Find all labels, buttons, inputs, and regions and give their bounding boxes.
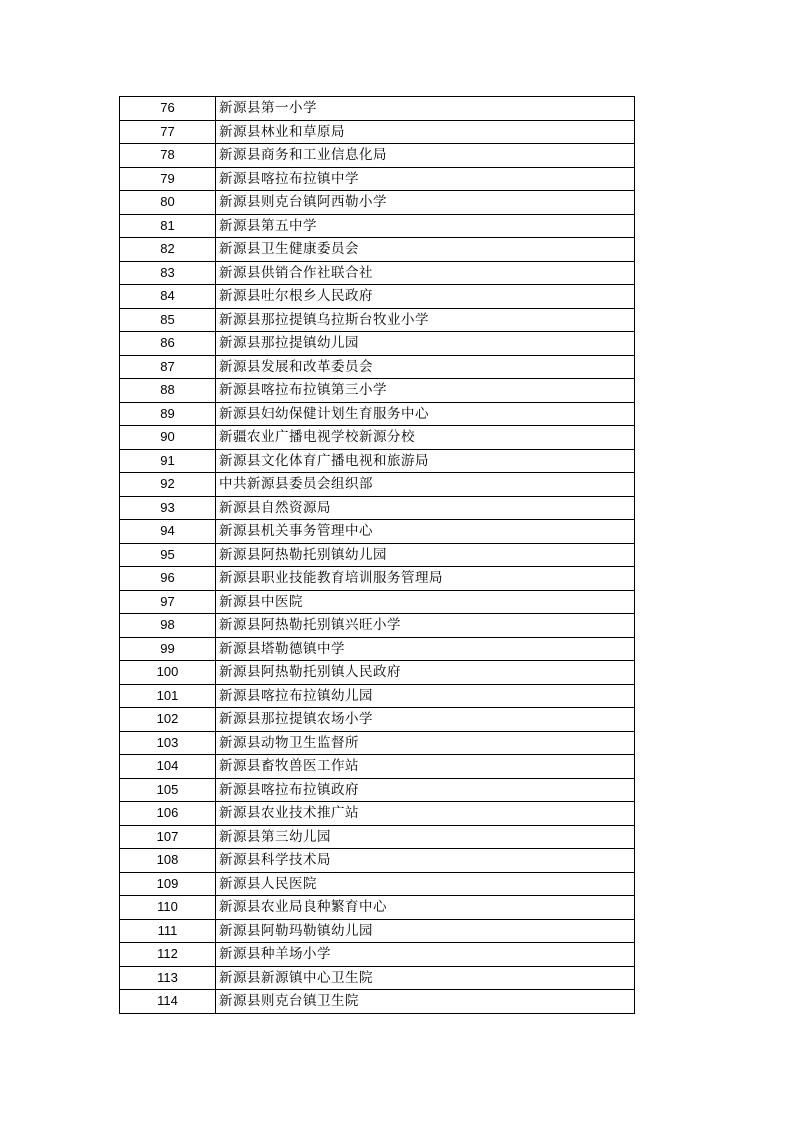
organization-name: 新源县林业和草原局 [216, 120, 635, 144]
organization-name: 新源县那拉提镇农场小学 [216, 708, 635, 732]
organization-name: 中共新源县委员会组织部 [216, 473, 635, 497]
row-number: 98 [120, 614, 216, 638]
row-number: 106 [120, 802, 216, 826]
table-row [120, 943, 635, 967]
organization-name: 新源县科学技术局 [216, 849, 635, 873]
row-number: 104 [120, 755, 216, 779]
table-row [120, 614, 635, 638]
organization-name: 新源县阿热勒托别镇兴旺小学 [216, 614, 635, 638]
row-number: 82 [120, 238, 216, 262]
organization-name: 新源县供销合作社联合社 [216, 261, 635, 285]
table-row [120, 896, 635, 920]
row-number: 77 [120, 120, 216, 144]
row-number: 90 [120, 426, 216, 450]
organization-name: 新源县动物卫生监督所 [216, 731, 635, 755]
table-row [120, 802, 635, 826]
table-row [120, 379, 635, 403]
row-number: 92 [120, 473, 216, 497]
row-number: 105 [120, 778, 216, 802]
organization-name: 新源县机关事务管理中心 [216, 520, 635, 544]
organization-name: 新源县阿勒玛勒镇幼儿园 [216, 919, 635, 943]
organization-name: 新源县喀拉布拉镇中学 [216, 167, 635, 191]
table-row [120, 637, 635, 661]
row-number: 103 [120, 731, 216, 755]
row-number: 100 [120, 661, 216, 685]
table-row [120, 308, 635, 332]
table-row [120, 191, 635, 215]
table-body [120, 97, 635, 1014]
organization-name: 新源县畜牧兽医工作站 [216, 755, 635, 779]
table-row [120, 473, 635, 497]
table-row [120, 261, 635, 285]
table-row [120, 238, 635, 262]
row-number: 107 [120, 825, 216, 849]
organization-name: 新源县第一小学 [216, 97, 635, 121]
row-number: 87 [120, 355, 216, 379]
organization-name: 新疆农业广播电视学校新源分校 [216, 426, 635, 450]
organization-name: 新源县吐尔根乡人民政府 [216, 285, 635, 309]
organization-name: 新源县自然资源局 [216, 496, 635, 520]
organization-name: 新源县则克台镇卫生院 [216, 990, 635, 1014]
row-number: 80 [120, 191, 216, 215]
row-number: 109 [120, 872, 216, 896]
organization-name: 新源县商务和工业信息化局 [216, 144, 635, 168]
organization-name: 新源县文化体育广播电视和旅游局 [216, 449, 635, 473]
row-number: 110 [120, 896, 216, 920]
table-row [120, 778, 635, 802]
row-number: 83 [120, 261, 216, 285]
organization-name: 新源县则克台镇阿西勒小学 [216, 191, 635, 215]
table-row [120, 990, 635, 1014]
organization-name: 新源县第三幼儿园 [216, 825, 635, 849]
organization-name: 新源县种羊场小学 [216, 943, 635, 967]
organization-name: 新源县塔勒德镇中学 [216, 637, 635, 661]
organization-name: 新源县发展和改革委员会 [216, 355, 635, 379]
organization-name: 新源县农业技术推广站 [216, 802, 635, 826]
row-number: 93 [120, 496, 216, 520]
organization-name: 新源县喀拉布拉镇政府 [216, 778, 635, 802]
row-number: 96 [120, 567, 216, 591]
organization-name: 新源县妇幼保健计划生育服务中心 [216, 402, 635, 426]
table-row [120, 97, 635, 121]
row-number: 86 [120, 332, 216, 356]
organization-name: 新源县阿热勒托别镇幼儿园 [216, 543, 635, 567]
row-number: 102 [120, 708, 216, 732]
table-row [120, 966, 635, 990]
organization-name: 新源县新源镇中心卫生院 [216, 966, 635, 990]
row-number: 97 [120, 590, 216, 614]
table-row [120, 520, 635, 544]
row-number: 89 [120, 402, 216, 426]
table-row [120, 144, 635, 168]
row-number: 94 [120, 520, 216, 544]
table-row [120, 496, 635, 520]
table-row [120, 214, 635, 238]
organization-name: 新源县第五中学 [216, 214, 635, 238]
organization-name: 新源县喀拉布拉镇第三小学 [216, 379, 635, 403]
row-number: 78 [120, 144, 216, 168]
row-number: 108 [120, 849, 216, 873]
table-row [120, 543, 635, 567]
organization-table [119, 96, 635, 1014]
table-row [120, 919, 635, 943]
row-number: 114 [120, 990, 216, 1014]
table-row [120, 332, 635, 356]
table-row [120, 120, 635, 144]
table-row [120, 426, 635, 450]
organization-name: 新源县那拉提镇幼儿园 [216, 332, 635, 356]
row-number: 81 [120, 214, 216, 238]
row-number: 91 [120, 449, 216, 473]
table-row [120, 402, 635, 426]
table-row [120, 355, 635, 379]
table-row [120, 684, 635, 708]
table-row [120, 590, 635, 614]
organization-name: 新源县那拉提镇乌拉斯台牧业小学 [216, 308, 635, 332]
table-row [120, 167, 635, 191]
organization-name: 新源县阿热勒托别镇人民政府 [216, 661, 635, 685]
table-row [120, 731, 635, 755]
row-number: 99 [120, 637, 216, 661]
organization-name: 新源县中医院 [216, 590, 635, 614]
row-number: 88 [120, 379, 216, 403]
row-number: 111 [120, 919, 216, 943]
row-number: 101 [120, 684, 216, 708]
organization-name: 新源县人民医院 [216, 872, 635, 896]
organization-name: 新源县喀拉布拉镇幼儿园 [216, 684, 635, 708]
organization-name: 新源县卫生健康委员会 [216, 238, 635, 262]
organization-name: 新源县职业技能教育培训服务管理局 [216, 567, 635, 591]
row-number: 79 [120, 167, 216, 191]
row-number: 85 [120, 308, 216, 332]
table-row [120, 661, 635, 685]
row-number: 76 [120, 97, 216, 121]
table-row [120, 825, 635, 849]
organization-name: 新源县农业局良种繁育中心 [216, 896, 635, 920]
table-row [120, 708, 635, 732]
table-row [120, 872, 635, 896]
row-number: 112 [120, 943, 216, 967]
row-number: 113 [120, 966, 216, 990]
table-row [120, 285, 635, 309]
table-row [120, 849, 635, 873]
table-row [120, 449, 635, 473]
row-number: 95 [120, 543, 216, 567]
row-number: 84 [120, 285, 216, 309]
table-row [120, 567, 635, 591]
table-row [120, 755, 635, 779]
